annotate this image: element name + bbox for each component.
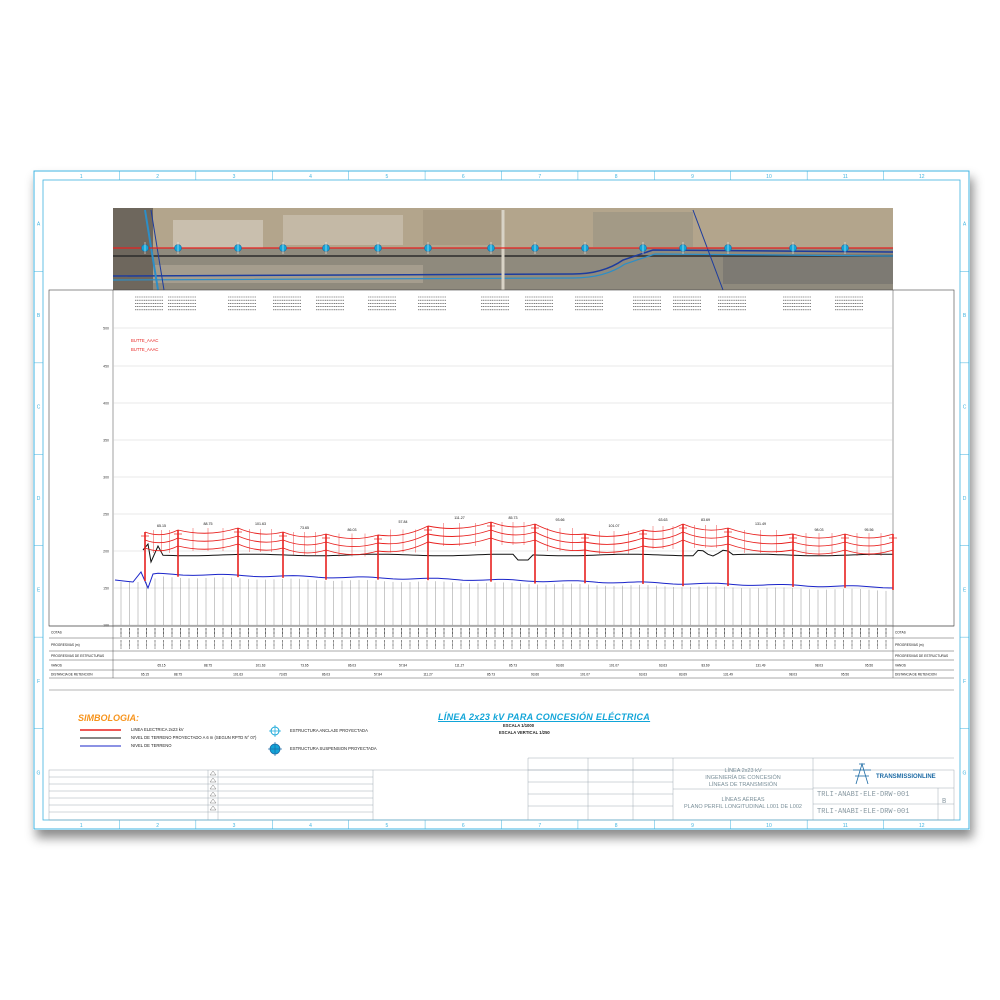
column-label-bottom: 9 [691, 823, 694, 829]
column-label-bottom: 7 [538, 823, 542, 829]
row-label-left: C [36, 404, 41, 411]
symbology-title: SIMBOLOGIA: [78, 713, 139, 723]
column-label-top: 5 [385, 174, 389, 180]
span-row-label: 73.65 [300, 663, 309, 668]
column-label-bottom: 12 [919, 823, 925, 829]
span-row-label: 95.56 [865, 663, 873, 668]
column-label-bottom: 11 [842, 823, 848, 829]
span-label: 101.07 [608, 524, 620, 528]
column-label-top: 2 [156, 174, 160, 180]
span-label: 85.73 [508, 516, 518, 520]
retention-distance-label: 63.63 [639, 672, 647, 677]
row-label-left: B [36, 313, 41, 320]
profile-panel [49, 290, 954, 628]
span-row-label: 101.63 [255, 663, 266, 668]
span-row-label: 57.84 [399, 663, 407, 668]
retention-distance-label: 86.03 [322, 672, 330, 677]
span-row-label: 86.03 [348, 663, 356, 668]
column-label-top: 12 [919, 174, 925, 180]
scale-label: 500 [103, 326, 109, 331]
profile-gridlines [113, 328, 893, 625]
column-label-top: 7 [538, 174, 542, 180]
retention-distance-label: 88.75 [174, 672, 182, 677]
span-label: 86.03 [347, 528, 357, 532]
legend-item-anchor-structure: ESTRUCTURA ANCLAJE PROYECTADA [290, 728, 368, 733]
company-logo [853, 764, 871, 784]
profile-legend-1: BUTTE_AAAC [131, 338, 159, 343]
row-label-left: A [36, 221, 41, 228]
brand-name: TRANSMISSIONLINE [876, 774, 936, 780]
column-label-top: 9 [691, 174, 694, 180]
vertical-scale-note: ESCALA VERTICAL 1/250 [499, 730, 550, 735]
retention-distance-label: 57.84 [374, 672, 382, 677]
span-row-label: 85.73 [509, 663, 517, 668]
retention-distance-label: 83.69 [679, 672, 687, 677]
project-line-2: INGENIERÍA DE CONCESIÓN [705, 775, 781, 781]
span-label: 111.27 [454, 516, 465, 520]
column-label-bottom: 8 [614, 823, 618, 829]
span-label: 88.75 [203, 522, 213, 526]
span-label: 63.63 [658, 518, 668, 522]
row-label-right: G [962, 770, 967, 777]
drawing-code-top: TRLI-ANABI-ELE-DRW-001 [817, 791, 910, 799]
row-label-right: B [962, 313, 967, 320]
span-row-label: 83.69 [701, 663, 710, 668]
table-row-label-right: DISTANCIA DE RETENCION [895, 672, 937, 677]
span-label: 57.84 [398, 520, 408, 524]
drawing-line-2: PLANO PERFIL LONGITUDINAL L001 DE L002 [684, 804, 802, 810]
scale-label: 350 [103, 438, 109, 443]
retention-distance-label: 85.73 [487, 672, 495, 677]
sheet-revision: B [942, 798, 947, 806]
ground-ticks [121, 577, 886, 625]
span-label: 95.56 [864, 528, 874, 532]
column-label-bottom: 5 [385, 823, 389, 829]
column-label-bottom: 10 [766, 823, 772, 829]
projected-terrain-line [143, 544, 893, 562]
column-label-bottom: 6 [461, 823, 465, 829]
table-row-label: COTAS [51, 630, 62, 635]
table-row-label-right: PROGRESIVAS (m) [895, 642, 924, 647]
row-label-right: D [962, 496, 967, 502]
retention-distance-label: 93.66 [531, 672, 539, 677]
retention-distance-label: 98.03 [789, 672, 797, 677]
table-row-label: PROGRESIVAS (m) [51, 642, 80, 647]
scale-label: 150 [103, 586, 109, 591]
drawing-title: LÍNEA 2x23 kV PARA CONCESIÓN ELÉCTRICA [438, 712, 651, 722]
terrain-line [115, 572, 893, 588]
legend-item-projected-terrain: NIVEL DE TERRENO PROYECTADO A 6 m (SEGUN RPTD N° 07) [131, 735, 257, 740]
row-label-left: F [36, 678, 41, 685]
span-length-labels [157, 516, 874, 532]
scale-label: 200 [103, 549, 109, 554]
horizontal-scale: ESCALA 1/1000 [503, 723, 535, 728]
structure-headers [135, 297, 863, 310]
table-row-label: DISTANCIA DE RETENCION [51, 672, 93, 677]
column-label-bottom: 2 [156, 823, 160, 829]
retention-distance-label: 101.07 [580, 672, 590, 677]
tower-structures [141, 522, 897, 590]
retention-distance-label: 111.27 [423, 672, 433, 677]
retention-distance-label: 101.63 [233, 672, 243, 677]
row-label-right: A [962, 221, 967, 228]
span-label: 131.49 [755, 522, 766, 526]
legend-item-suspension-structure: ESTRUCTURA SUSPENSION PROYECTADA [290, 746, 377, 751]
span-label: 83.69 [701, 518, 710, 522]
column-label-top: 11 [842, 174, 848, 180]
scale-label: 100 [103, 623, 109, 628]
span-row-label: 93.66 [556, 663, 564, 668]
row-label-right: C [962, 404, 967, 411]
row-label-right: E [962, 587, 967, 594]
span-row-label: 131.49 [755, 663, 766, 668]
column-label-bottom: 3 [232, 823, 236, 829]
column-label-top: 10 [766, 174, 772, 180]
scale-label: 250 [103, 512, 109, 517]
span-label: 98.03 [814, 528, 824, 532]
row-markers [34, 222, 969, 777]
vertical-scale [103, 327, 109, 628]
row-label-left: E [36, 587, 41, 594]
column-label-bottom: 4 [309, 823, 312, 829]
project-line-1: LÍNEA 2x23 kV [724, 768, 762, 774]
span-label: 101.63 [255, 522, 266, 526]
column-label-top: 4 [309, 174, 312, 180]
span-label: 73.65 [300, 526, 309, 530]
retention-distance-label: 95.56 [841, 672, 849, 677]
profile-legend-2: BUTTE_AAAC [131, 347, 159, 352]
legend-item-conductor: LINEA ELECTRICA 2x23 kV [131, 727, 184, 732]
span-row-label: 111.27 [454, 663, 465, 668]
column-label-top: 1 [79, 174, 83, 180]
column-label-top: 6 [461, 174, 465, 180]
table-row-label: VANOS [51, 663, 62, 668]
row-label-right: F [962, 678, 967, 685]
legend-item-terrain: NIVEL DE TERRENO [131, 743, 172, 748]
project-line-3: LÍNEAS DE TRANSMISIÓN [708, 782, 778, 788]
scale-label: 400 [103, 401, 109, 406]
table-row-label: PROGRESIVAS DE ESTRUCTURAS [51, 653, 105, 658]
span-label: 93.66 [555, 518, 565, 522]
span-label: 65.15 [157, 524, 166, 528]
table-row-label-right: VANOS [895, 663, 906, 668]
aerial-photo-strip [113, 208, 893, 290]
drawing-sheet [33, 170, 970, 830]
span-row-label: 65.15 [157, 663, 166, 668]
row-label-left: D [36, 496, 41, 502]
retention-distance-label: 73.65 [279, 672, 287, 677]
column-label-bottom: 1 [79, 823, 83, 829]
drawing-line-1: LÍNEAS AÉREAS [721, 797, 765, 803]
scale-label: 300 [103, 475, 109, 480]
conductor-catenaries [145, 522, 893, 557]
span-row-label: 63.63 [659, 663, 667, 668]
span-row-label: 101.07 [609, 663, 619, 668]
column-label-top: 3 [232, 174, 236, 180]
drawing-code-bottom: TRLI-ANABI-ELE-DRW-001 [817, 808, 910, 816]
scale-label: 450 [103, 364, 109, 369]
span-row-label: 88.75 [204, 663, 212, 668]
retention-distance-label: 65.15 [141, 672, 149, 677]
table-row-label-right: COTAS [895, 630, 906, 635]
row-label-left: G [36, 770, 41, 777]
span-row-label: 98.03 [815, 663, 823, 668]
table-row-label-right: PROGRESIVAS DE ESTRUCTURAS [895, 653, 949, 658]
retention-distance-label: 131.49 [723, 672, 733, 677]
column-label-top: 8 [614, 174, 618, 180]
